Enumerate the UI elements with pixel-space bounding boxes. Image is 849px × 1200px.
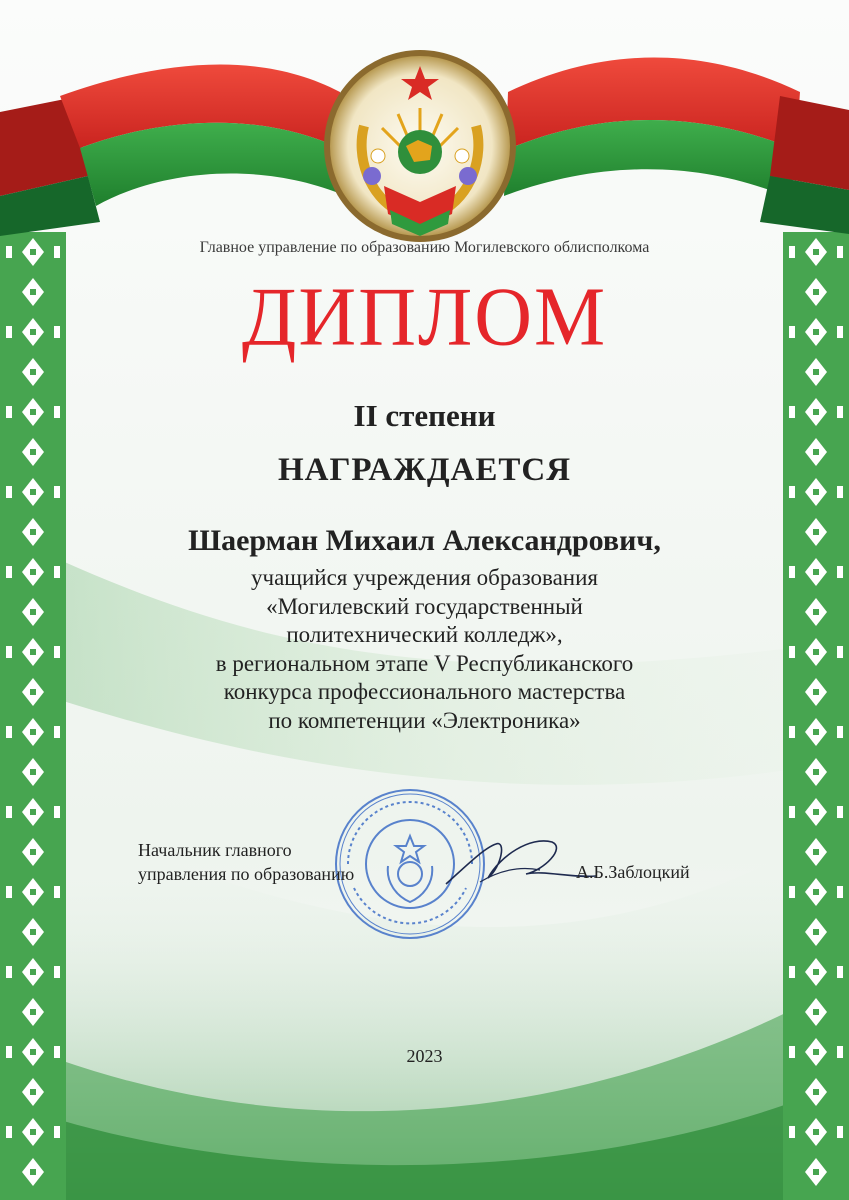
organization-header: Главное управление по образованию Могилевского облисполкома: [199, 239, 650, 256]
belarus-coat-of-arms-icon: [320, 46, 520, 246]
diploma-year: 2023: [406, 1046, 443, 1066]
description-line: учащийся учреждения образования: [251, 565, 598, 590]
signature-mark: [440, 826, 600, 896]
description-line: по компетенции «Электроника»: [268, 707, 581, 733]
recipient-name: Шаерман Михаил Александрович,: [188, 524, 661, 557]
description-line: «Могилевский государственный: [266, 593, 583, 619]
description-line: политехнический колледж»,: [286, 622, 563, 647]
description-line: конкурса профессионального мастерства: [223, 679, 626, 704]
awarded-heading: НАГРАЖДАЕТСЯ: [277, 452, 572, 488]
signatory-position: [138, 838, 354, 886]
signatory-position-line: управления по образованию: [138, 864, 355, 884]
diploma-title: ДИПЛОМ: [241, 270, 608, 364]
description-line: в региональном этапе V Республиканского: [215, 650, 634, 676]
award-description: [0, 564, 849, 735]
signatory-name: А.Б.Заблоцкий: [576, 862, 690, 882]
signatory-position-line: Начальник главного: [138, 840, 292, 860]
diploma-degree: II степени: [353, 398, 496, 433]
